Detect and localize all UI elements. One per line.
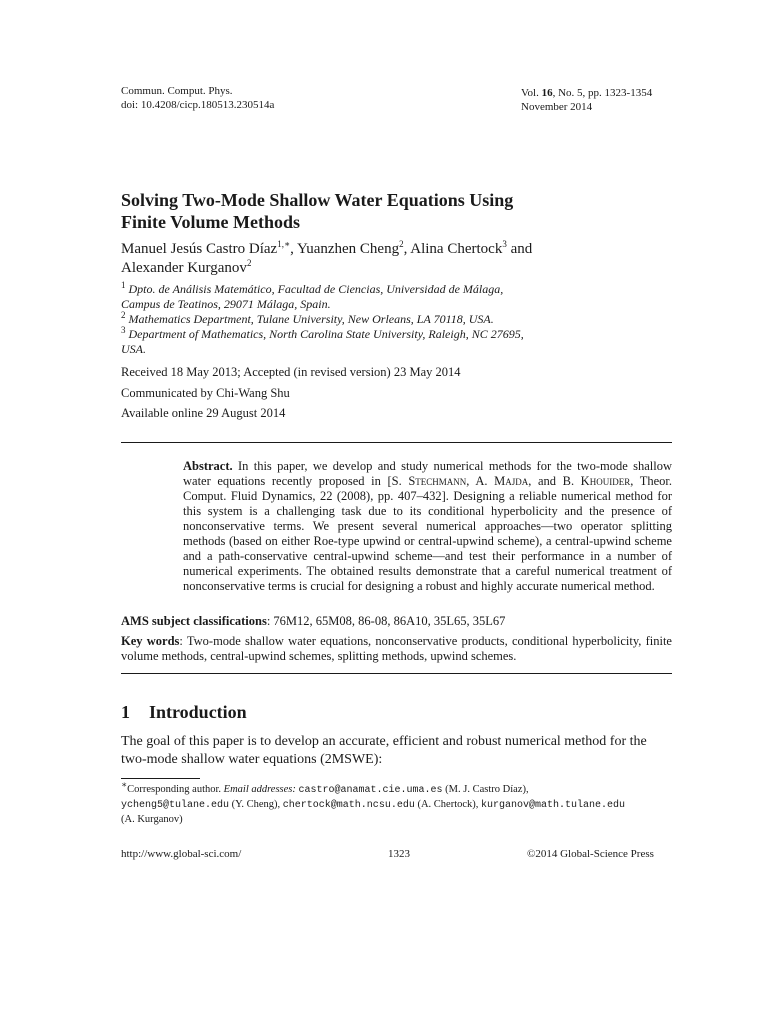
affiliations: $^1$ Dpto. de Análisis Matemático, Facultad de Ciencias, Universidad de Málaga, Campus de Teatinos, 29071 Málaga, Spain. $^2$ Mathematics Department, Tulane University, New Orleans, LA 70118, USA. $^3$ Department of Mathematics, North Carolina State University, Raleigh, NC 27695, USA.	[121, 280, 524, 356]
email-castro[interactable]: castro@anamat.cie.uma.es	[298, 785, 443, 796]
journal-header	[121, 84, 274, 112]
top-divider	[121, 442, 672, 443]
author-list: Manuel Jesús Castro Díaz$^{1,∗}$, Yuanzhen Cheng$^2$, Alina Chertock$^3$ and Alexander Kurganov$^2$	[121, 239, 533, 276]
bottom-divider	[121, 673, 672, 674]
abstract: Abstract. In this paper, we develop and study numerical methods for the two-mode shallow water equations recently proposed in [S. Stechmann, A. Majda, and B. Khouider, Theor. Comput. Fluid Dynamics, 22 (2008), pp. 407–432]. Designing a reliable numerical method for this system is a challenging task due to its conditional hyperbolicity and the presence of nonconservative terms. We present several numerical approaches—two operator splitting methods (based on either Roe-type upwind or central-upwind scheme), a central-upwind scheme and a path-conservative central-upwind scheme—and test their performance in a number of numerical experiments. The obtained results demonstrate that a careful numerical treatment of nonconservative terms is crucial for designing a robust and highly accurate numerical method.	[183, 459, 672, 593]
keywords: Key words: Two-mode shallow water equations, nonconservative products, conditional hyperbolicity, finite volume methods, central-upwind schemes, splitting methods, upwind schemes.	[121, 634, 672, 663]
ams-classifications: AMS subject classifications: 76M12, 65M08, 86-08, 86A10, 35L65, 35L67	[121, 614, 506, 628]
email-kurganov[interactable]: kurganov@math.tulane.edu	[481, 800, 626, 811]
footnote-rule	[121, 778, 200, 779]
email-chertock[interactable]: chertock@math.ncsu.edu	[282, 800, 415, 811]
section-heading: 1 Introduction	[121, 702, 247, 722]
volume-header	[521, 86, 652, 114]
doi: doi: 10.4208/cicp.180513.230514a	[121, 99, 275, 111]
communicated-by: Communicated by Chi-Wang Shu	[121, 386, 290, 400]
page-number: 1323	[388, 848, 410, 860]
available-online: Available online 29 August 2014	[121, 406, 286, 420]
issue-date: November 2014	[521, 101, 593, 113]
intro-paragraph: The goal of this paper is to develop an accurate, efficient and robust numerical method for the two-mode shallow water equations (2MSWE):	[121, 734, 647, 767]
footnote: ∗Corresponding author. Email addresses: castro@anamat.cie.uma.es (M. J. Castro Díaz), ycheng5@tulane.edu (Y. Cheng), chertock@math.ncsu.edu (A. Chertock), kurganov@math.tulane.edu (A. Kurganov)	[121, 779, 626, 825]
journal-name: Commun. Comput. Phys.	[121, 85, 233, 97]
email-cheng[interactable]: ycheng5@tulane.edu	[121, 800, 230, 811]
volume-info: Vol. 16, No. 5, pp. 1323-1354	[521, 87, 653, 99]
footer-url[interactable]: http://www.global-sci.com/	[121, 848, 242, 860]
received-date: Received 18 May 2013; Accepted (in revised version) 23 May 2014	[121, 365, 461, 379]
paper-title: Solving Two-Mode Shallow Water Equations Using Finite Volume Methods	[121, 190, 514, 232]
copyright: ©2014 Global-Science Press	[527, 848, 654, 860]
